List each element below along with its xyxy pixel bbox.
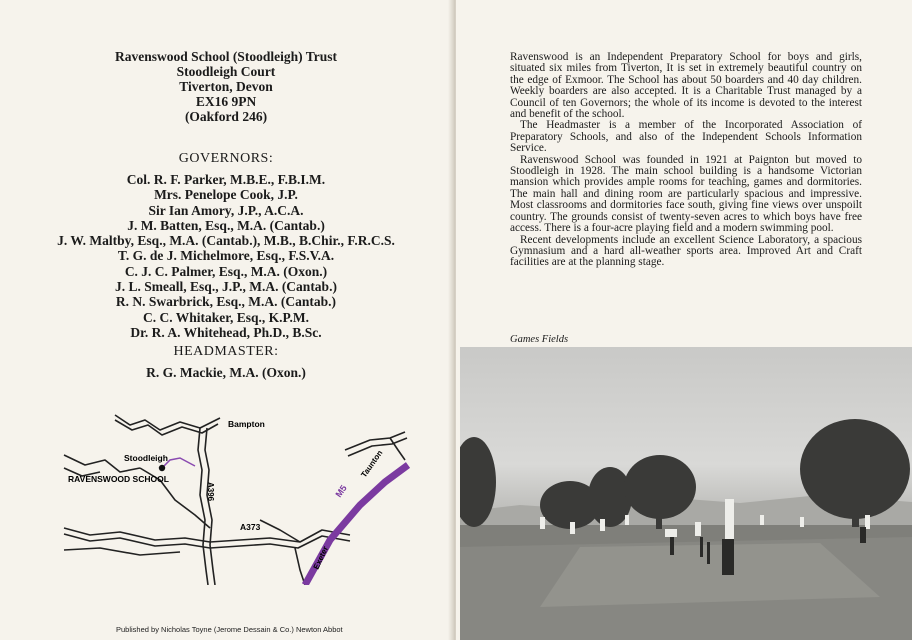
publisher-credit: Published by Nicholas Toyne (Jerome Dessain & Co.) Newton Abbot: [116, 625, 343, 634]
photo-caption: Games Fields: [510, 334, 569, 345]
games-fields-photo: [460, 347, 912, 640]
governor-name: R. N. Swarbrick, Esq., M.A. (Cantab.): [115, 294, 337, 310]
address-line: Tiverton, Devon: [179, 79, 273, 94]
governor-name: T. G. de J. Michelmore, Esq., F.S.V.A.: [117, 248, 335, 264]
games-fields-image: [460, 347, 912, 640]
map-label-bampton: Bampton: [228, 419, 265, 429]
location-map: [60, 410, 415, 585]
governor-name: Sir Ian Amory, J.P., A.C.A.: [148, 202, 304, 218]
governor-name: Mrs. Penelope Cook, J.P.: [154, 187, 298, 203]
map-label-exeter: Exeter: [311, 544, 331, 571]
address-line: Ravenswood School (Stoodleigh) Trust: [115, 49, 337, 64]
paragraph: Ravenswood is an Independent Preparatory School for boys and girls, situated six miles from Tiverton, It is set in extremely beautiful country on the edge of Exmoor. The School has about 50 boarders and 40 day children. Weekly boarders are also accepted. It is a Charitable Trust managed by a Council of ten Governors; the whole of its income is devoted to the interest and benefit of the school.: [510, 51, 862, 121]
governors-list: [0, 172, 452, 340]
governor-name: Col. R. F. Parker, M.B.E., F.B.I.M.: [126, 172, 326, 187]
map-road: [295, 548, 305, 585]
map-road-a396: [198, 428, 208, 585]
map-label-a396: A396: [206, 482, 215, 502]
left-page: [0, 0, 452, 640]
address-line: EX16 9PN: [195, 94, 257, 109]
governor-name: J. M. Batten, Esq., M.A. (Cantab.): [127, 217, 325, 233]
governor-name: J. W. Maltby, Esq., M.A. (Cantab.), M.B., B.Chir., F.R.C.S.: [57, 233, 395, 249]
governor-name: J. L. Smeall, Esq., J.P., M.A. (Cantab.): [115, 279, 337, 295]
governor-name: C. J. C. Palmer, Esq., M.A. (Oxon.): [124, 263, 328, 279]
trust-address: [0, 49, 452, 124]
map-label-stoodleigh: Stoodleigh: [124, 453, 168, 463]
paragraph: The Headmaster is a member of the Incorporated Association of Preparatory Schools, and also of the Independent Schools Information Service.: [510, 119, 862, 155]
school-description: [510, 52, 862, 269]
governors-heading: GOVERNORS:: [178, 151, 274, 166]
school-location-marker: [159, 465, 165, 471]
map-label-a373: A373: [240, 522, 261, 532]
address-line: Stoodleigh Court: [176, 64, 276, 79]
umpire: [725, 499, 734, 539]
map-road: [64, 548, 180, 555]
paragraph: Recent developments include an excellent Science Laboratory, a spacious Gymnasium and a hard all-weather sports area. Improved Art and Craft facilities are at the planning stage.: [510, 233, 862, 269]
map-label-school: RAVENSWOOD SCHOOL: [68, 474, 169, 484]
headmaster-name: R. G. Mackie, M.A. (Oxon.): [146, 365, 306, 380]
map-road-a396: [205, 428, 215, 585]
governor-name: Dr. R. A. Whitehead, Ph.D., B.Sc.: [130, 324, 322, 340]
paragraph: Ravenswood School was founded in 1921 at Paignton but moved to Stoodleigh in 1928. The main school building is a handsome Victorian mansion which provides ample rooms for teaching, games and dormitories. The main hall and dining room are particularly spacious and impressive. Most classrooms and dormitories face south, giving fine views over unspoilt country. The grounds consist of twenty-seven acres to which boys have free access. There is a four-acre playing field and a modern swimming pool.: [510, 153, 862, 235]
right-page: [456, 0, 912, 640]
map-label-m5: M5: [333, 483, 349, 500]
map-label-taunton: Taunton: [359, 448, 385, 480]
address-line: (Oakford 246): [184, 109, 268, 124]
governor-name: C. C. Whitaker, Esq., K.P.M.: [142, 309, 310, 325]
headmaster-heading: HEADMASTER:: [173, 344, 279, 359]
map-road: [115, 415, 220, 430]
